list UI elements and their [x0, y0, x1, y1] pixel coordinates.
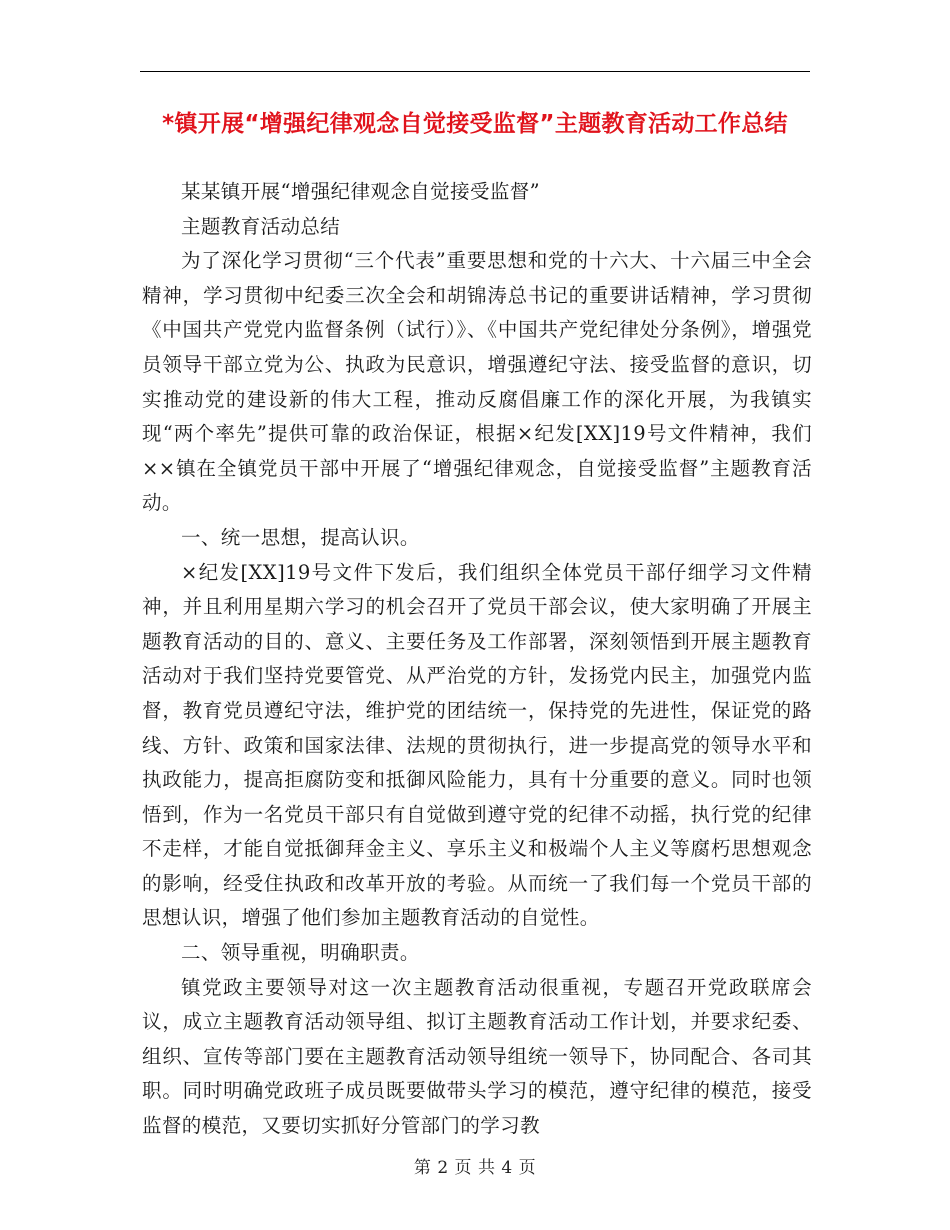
- section-1-paragraph: ×纪发[XX]19号文件下发后，我们组织全体党员干部仔细学习文件精神，并且利用星期六学习的机会召开了党员干部会议，使大家明确了开展主题教育活动的目的、意义、主要任务及工作部署，深刻领悟到开展主题教育活动对于我们坚持党要管党、从严治党的方针，发扬党内民主，加强党内监督，教育党员遵纪守法，维护党的团结统一，保持党的先进性，保证党的路线、方针、政策和国家法律、法规的贯彻执行，进一步提高党的领导水平和执政能力，提高拒腐防变和抵御风险能力，具有十分重要的意义。同时也领悟到，作为一名党员干部只有自觉做到遵守党的纪律不动摇，执行党的纪律不走样，才能自觉抵御拜金主义、享乐主义和极端个人主义等腐朽思想观念的影响，经受住执政和改革开放的考验。从而统一了我们每一个党员干部的思想认识，增强了他们参加主题教育活动的自觉性。: [142, 560, 812, 930]
- page-number-footer: 第 2 页 共 4 页: [413, 1158, 537, 1178]
- document-body: [142, 175, 812, 1144]
- header-rule: [140, 71, 810, 72]
- section-heading-1: 一、统一思想，提高认识。: [181, 525, 420, 549]
- subtitle-line-1: 某某镇开展“增强纪律观念自觉接受监督”: [181, 180, 541, 203]
- section-heading-2: 二、领导重视，明确职责。: [181, 941, 420, 965]
- section-2-paragraph: 镇党政主要领导对这一次主题教育活动很重视，专题召开党政联席会议，成立主题教育活动领导组、拟订主题教育活动工作计划，并要求纪委、组织、宣传等部门要在主题教育活动领导组统一领导下，协同配合、各司其职。同时明确党政班子成员既要做带头学习的模范，遵守纪律的模范，接受监督的模范，又要切实抓好分管部门的学习教: [142, 975, 812, 1138]
- intro-paragraph: 为了深化学习贯彻“三个代表”重要思想和党的十六大、十六届三中全会精神，学习贯彻中纪委三次全会和胡锦涛总书记的重要讲话精神，学习贯彻《中国共产党党内监督条例（试行）》、《中国共产党纪律处分条例》，增强党员领导干部立党为公、执政为民意识，增强遵纪守法、接受监督的意识，切实推动党的建设新的伟大工程，推动反腐倡廉工作的深化开展，为我镇实现“两个率先”提供可靠的政治保证，根据×纪发[XX]19号文件精神，我们××镇在全镇党员干部中开展了“增强纪律观念，自觉接受监督”主题教育活动。: [142, 249, 812, 515]
- subtitle-line-2: 主题教育活动总结: [181, 214, 341, 238]
- document-title: *镇开展“增强纪律观念自觉接受监督”主题教育活动工作总结: [162, 111, 788, 137]
